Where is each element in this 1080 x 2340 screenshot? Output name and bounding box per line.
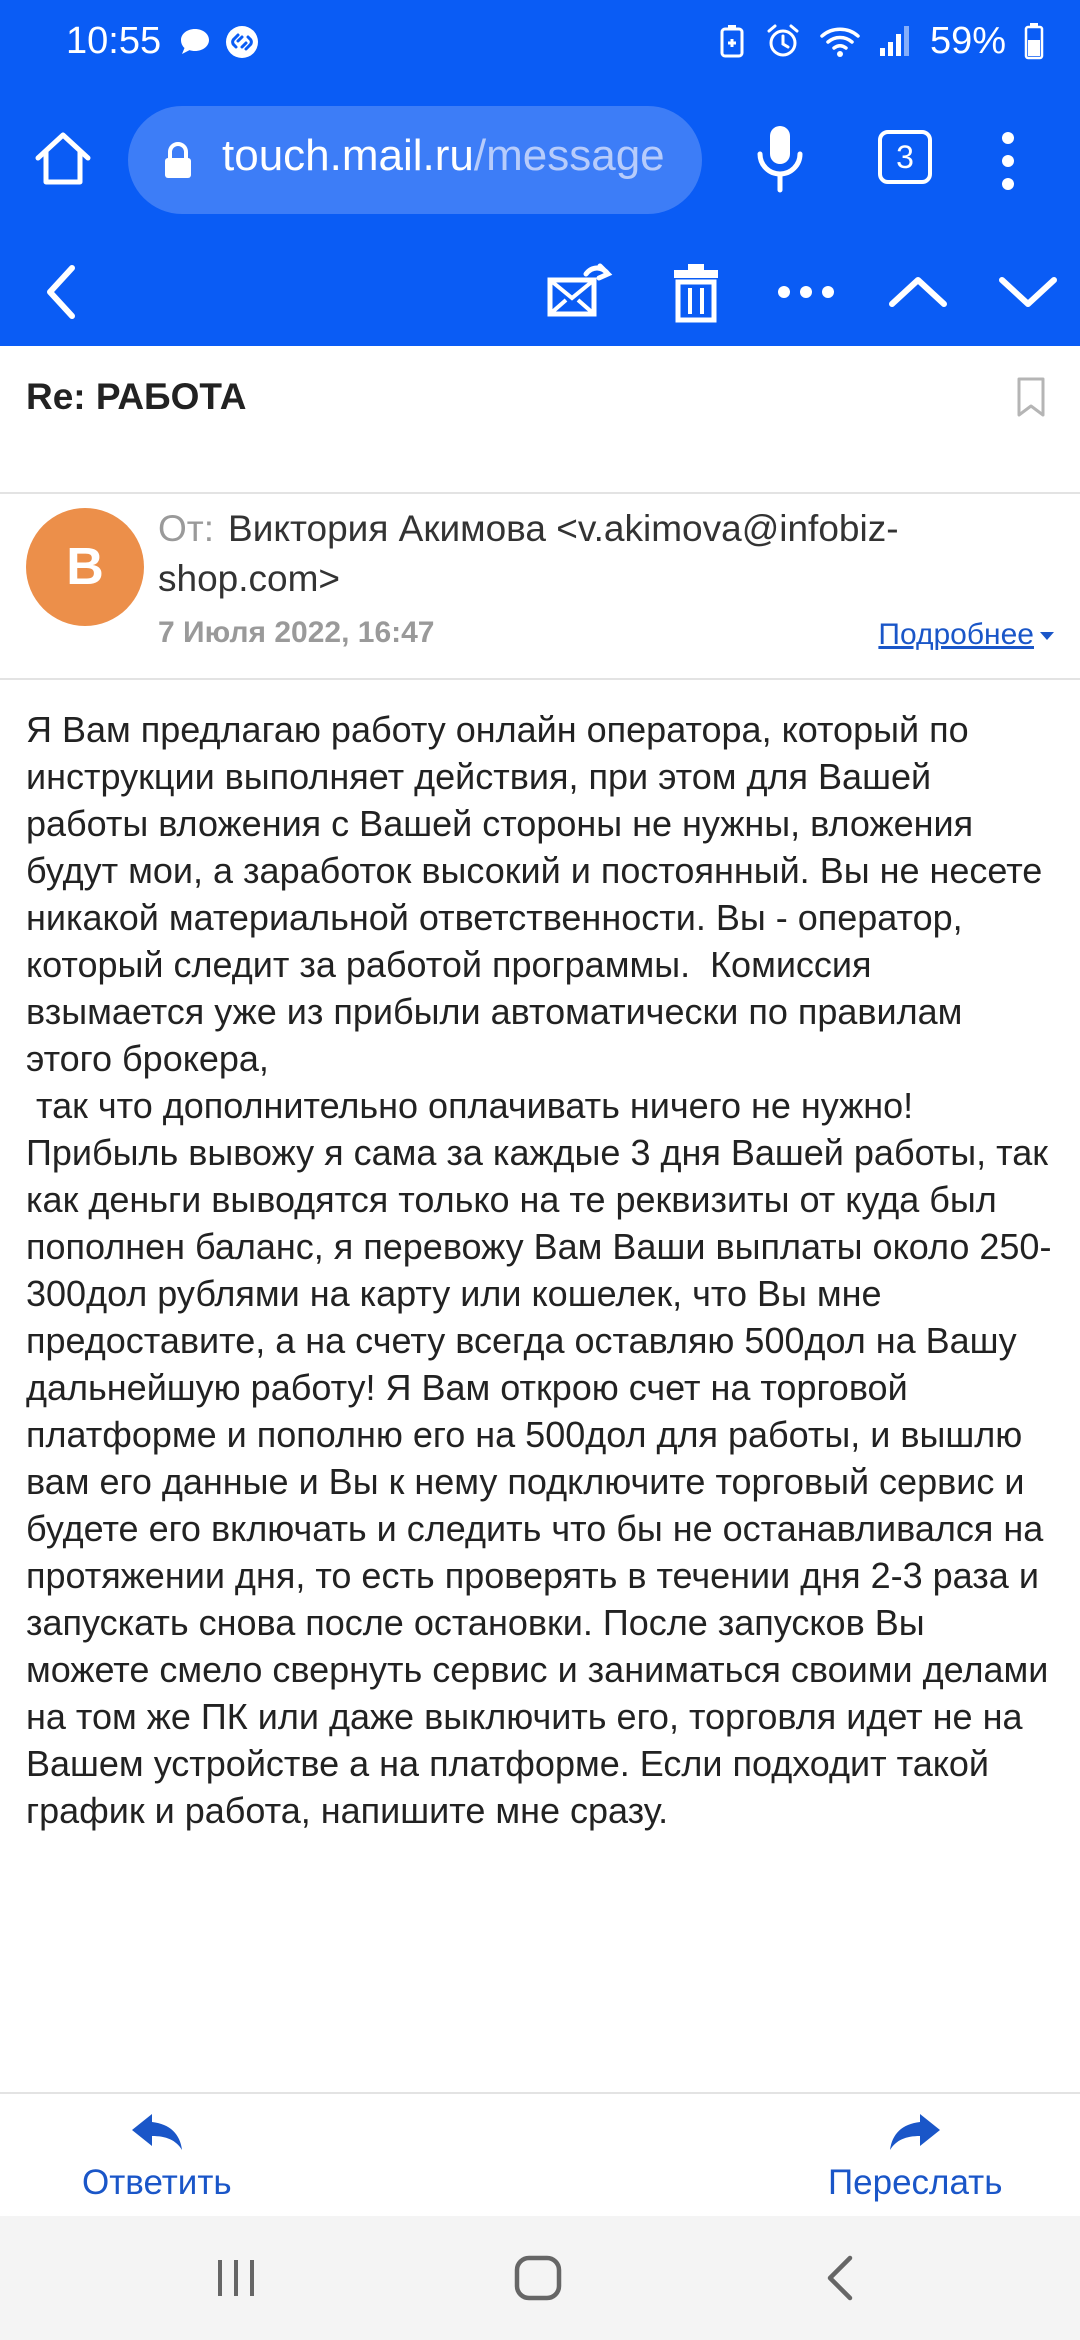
from-label: От: [158,508,215,549]
url-path: /message [473,131,665,180]
status-time: 10:55 [66,20,162,62]
microphone-icon[interactable] [752,122,808,196]
browser-url-bar [0,88,1080,234]
mail-toolbar [0,234,1080,346]
signal-icon [878,24,912,58]
battery-icon [1024,22,1044,60]
url-host: touch.mail.ru [222,131,474,180]
home-nav-icon[interactable] [512,2254,564,2302]
trash-icon[interactable] [660,256,732,328]
more-vertical-icon[interactable] [996,128,1020,194]
action-bar [0,2092,1080,2218]
tab-switcher-button[interactable]: 3 [878,130,932,184]
battery-saver-icon [718,23,746,59]
previous-message-icon[interactable] [882,256,954,328]
address-field[interactable] [128,106,702,214]
forward-icon [888,2112,942,2152]
reply-button[interactable] [82,2112,232,2203]
battery-percent: 59% [929,19,1006,62]
next-message-icon[interactable] [992,256,1064,328]
lock-icon [162,142,194,180]
status-bar [0,0,1080,88]
from-line [158,504,1058,604]
back-icon[interactable] [28,256,100,328]
sender-address[interactable]: Виктория Акимова <v.akimova@infobiz-shop.com> [158,508,899,599]
forward-label: Переслать [828,2163,1003,2202]
sender-header [0,494,1080,680]
back-nav-icon[interactable] [822,2254,858,2302]
details-link[interactable] [878,618,1054,652]
caret-down-icon [1040,632,1054,640]
bookmark-icon[interactable] [1014,376,1048,418]
avatar: В [26,508,144,626]
mark-unread-icon[interactable] [542,256,614,328]
reply-label: Ответить [82,2163,232,2202]
forward-button[interactable] [828,2112,1002,2203]
email-date: 7 Июля 2022, 16:47 [158,616,435,649]
system-nav-bar [0,2216,1080,2340]
url-text [222,131,665,181]
home-icon[interactable] [30,126,96,192]
more-horizontal-icon[interactable] [770,256,842,328]
subject-area [0,346,1080,494]
reply-icon [130,2112,184,2152]
email-subject: Re: РАБОТА [26,376,247,417]
email-body: Я Вам предлагаю работу онлайн оператора, который по инструкции выполняет действия, при этом для Вашей работы вложения с Вашей стороны не нужны, вложения будут мои, а заработок высокий и постоянный. Вы не несете никакой материальной ответственности. Вы - оператор, который следит за работой программы. Комиссия взымается уже из прибыли автоматически по правилам этого брокера, так что дополнительно оплачивать ничего не нужно! Прибыль вывожу я сама за каждые 3 дня Вашей работы, так как деньги выводятся только на те реквизиты от куда был пополнен баланс, я перевожу Вам Ваши выплаты около 250-300дол рублями на карту или кошелек, что Вы мне предоставите, а на счету всегда оставляю 500дол на Вашу дальнейшую работу! Я Вам открою счет на торговой платформе и пополню его на 500дол для работы, и вышлю вам его данные и Вы к нему подключите торговый сервис и будете его включать и следить что бы не останавливался на протяжении дня, то есть проверять в течении дня 2-3 раза и запускать снова после остановки. После запусков Вы можете смело свернуть сервис и заниматься своими делами на том же ПК или даже выключить его, торговля идет не на Вашем устройстве а на платформе. Если подходит такой график и работа, напишите мне сразу. [26,709,1052,1831]
details-label: Подробнее [878,618,1034,651]
wifi-icon [820,24,860,58]
recent-apps-icon[interactable] [214,2256,258,2300]
shazam-icon [224,24,260,60]
alarm-icon [764,22,802,60]
chat-notification-icon [178,26,212,58]
